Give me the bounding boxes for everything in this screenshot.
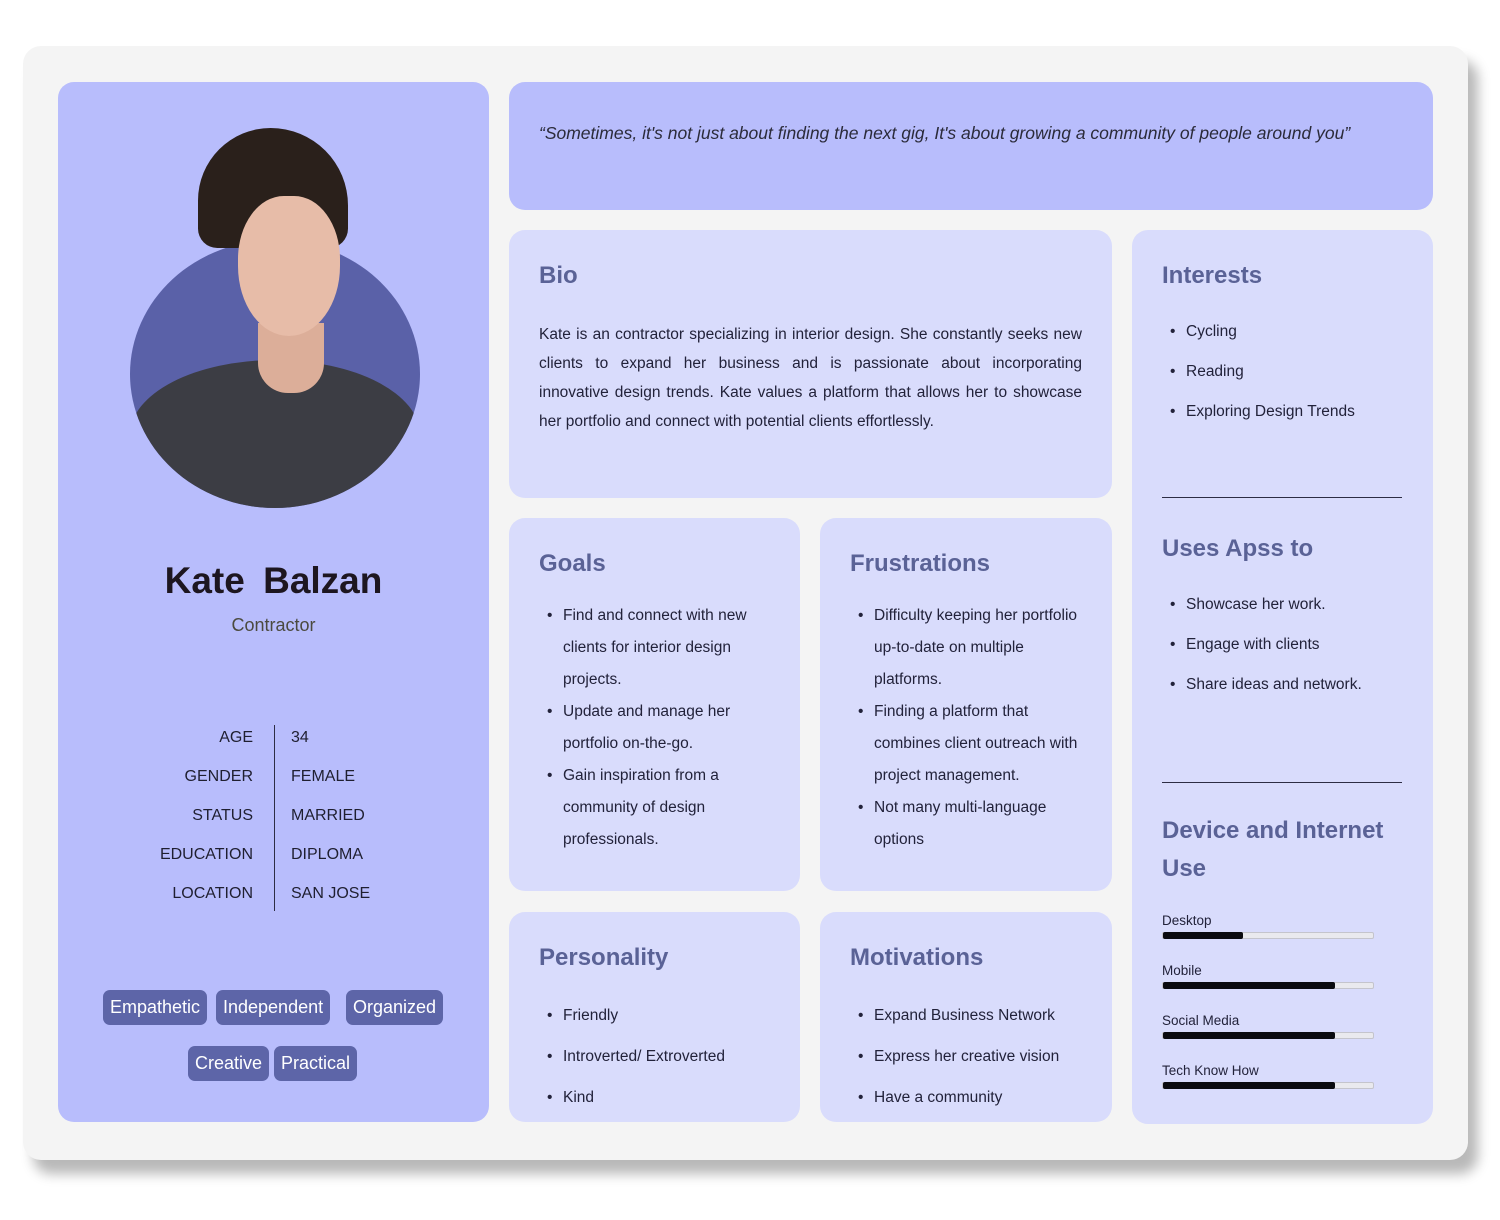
list-item: • Showcase her work.	[1162, 585, 1402, 625]
fact-label: LOCATION	[172, 885, 253, 902]
bar-track-social-media	[1162, 1032, 1374, 1039]
bio-card	[509, 230, 1112, 498]
fact-row-education	[58, 846, 489, 868]
bar-label-desktop: Desktop	[1162, 913, 1212, 928]
motivations-card	[820, 912, 1112, 1122]
fact-row-gender	[58, 768, 489, 790]
quote-banner	[509, 82, 1433, 210]
goals-card	[509, 518, 800, 891]
trait-tag-organized: Organized	[346, 990, 443, 1025]
uses-apps-title: Uses Apss to	[1162, 535, 1314, 562]
frustrations-title: Frustrations	[850, 550, 991, 577]
section-divider	[1162, 497, 1402, 498]
trait-tag-practical: Practical	[274, 1046, 357, 1081]
bio-text: Kate is an contractor specializing in interior design. She constantly seeks new clients to expand her business and is passionate about incorporating innovative design trends. Kate values a platform that allows her to showcase her portfolio and connect with potential clients effortlessly.	[539, 326, 1082, 430]
fact-label: STATUS	[192, 807, 253, 824]
motivations-title: Motivations	[850, 944, 984, 971]
list-item: • Friendly	[539, 995, 779, 1036]
device-use-title: Device and Internet Use	[1162, 817, 1384, 882]
bar-label-social-media: Social Media	[1162, 1013, 1240, 1028]
list-item: • Introverted/ Extroverted	[539, 1036, 779, 1077]
list-item: • Gain inspiration from a community of design professionals.	[539, 760, 779, 856]
fact-label: EDUCATION	[159, 846, 253, 863]
persona-role: Contractor	[231, 615, 316, 635]
quote-text: “Sometimes, it's not just about finding the next gig, It's about growing a community of people around you”	[539, 123, 1351, 143]
list-item: • Difficulty keeping her portfolio up-to-date on multiple platforms.	[850, 600, 1080, 696]
bar-fill	[1163, 1082, 1335, 1089]
right-column-card	[1132, 230, 1433, 1124]
fact-row-age	[58, 729, 489, 751]
list-item: • Have a community	[850, 1077, 1090, 1118]
fact-value: SAN JOSE	[291, 885, 371, 902]
trait-tag-empathetic: Empathetic	[103, 990, 207, 1025]
list-item: • Not many multi-language options	[850, 792, 1080, 856]
photo-face	[238, 196, 340, 336]
fact-value: 34	[291, 729, 309, 746]
bar-track-tech-know-how	[1162, 1082, 1374, 1089]
bar-track-mobile	[1162, 982, 1374, 989]
trait-tag-independent: Independent	[216, 990, 330, 1025]
fact-value: DIPLOMA	[291, 846, 364, 863]
uses-apps-list	[1162, 585, 1402, 705]
goals-title: Goals	[539, 550, 606, 577]
list-item: • Engage with clients	[1162, 625, 1402, 665]
list-item: • Share ideas and network.	[1162, 665, 1402, 705]
fact-label: AGE	[219, 729, 253, 746]
frustrations-card	[820, 518, 1112, 891]
bar-track-desktop	[1162, 932, 1374, 939]
profile-photo	[130, 128, 420, 508]
list-item: • Expand Business Network	[850, 995, 1090, 1036]
bar-fill	[1163, 932, 1243, 939]
goals-list	[539, 600, 779, 856]
fact-row-status	[58, 807, 489, 829]
bio-title: Bio	[539, 262, 578, 289]
bar-fill	[1163, 982, 1335, 989]
interests-list	[1162, 312, 1402, 432]
bar-label-tech-know-how: Tech Know How	[1162, 1063, 1259, 1078]
list-item: • Cycling	[1162, 312, 1402, 352]
list-item: • Express her creative vision	[850, 1036, 1090, 1077]
section-divider	[1162, 782, 1402, 783]
motivations-list	[850, 995, 1090, 1118]
fact-value: FEMALE	[291, 768, 356, 785]
frustrations-list	[850, 600, 1080, 856]
trait-tag-creative: Creative	[188, 1046, 269, 1081]
persona-name: Kate Balzan	[164, 560, 383, 601]
personality-list	[539, 995, 779, 1118]
fact-value: MARRIED	[291, 807, 365, 824]
list-item: • Exploring Design Trends	[1162, 392, 1402, 432]
personality-card	[509, 912, 800, 1122]
list-item: • Update and manage her portfolio on-the-go.	[539, 696, 779, 760]
personality-title: Personality	[539, 944, 669, 971]
list-item: • Kind	[539, 1077, 779, 1118]
fact-row-location	[58, 885, 489, 907]
demographics	[58, 725, 489, 911]
bar-fill	[1163, 1032, 1335, 1039]
list-item: • Find and connect with new clients for interior design projects.	[539, 600, 779, 696]
bar-label-mobile: Mobile	[1162, 963, 1202, 978]
interests-title: Interests	[1162, 262, 1263, 289]
list-item: • Reading	[1162, 352, 1402, 392]
fact-label: GENDER	[184, 768, 253, 785]
list-item: • Finding a platform that combines client outreach with project management.	[850, 696, 1080, 792]
